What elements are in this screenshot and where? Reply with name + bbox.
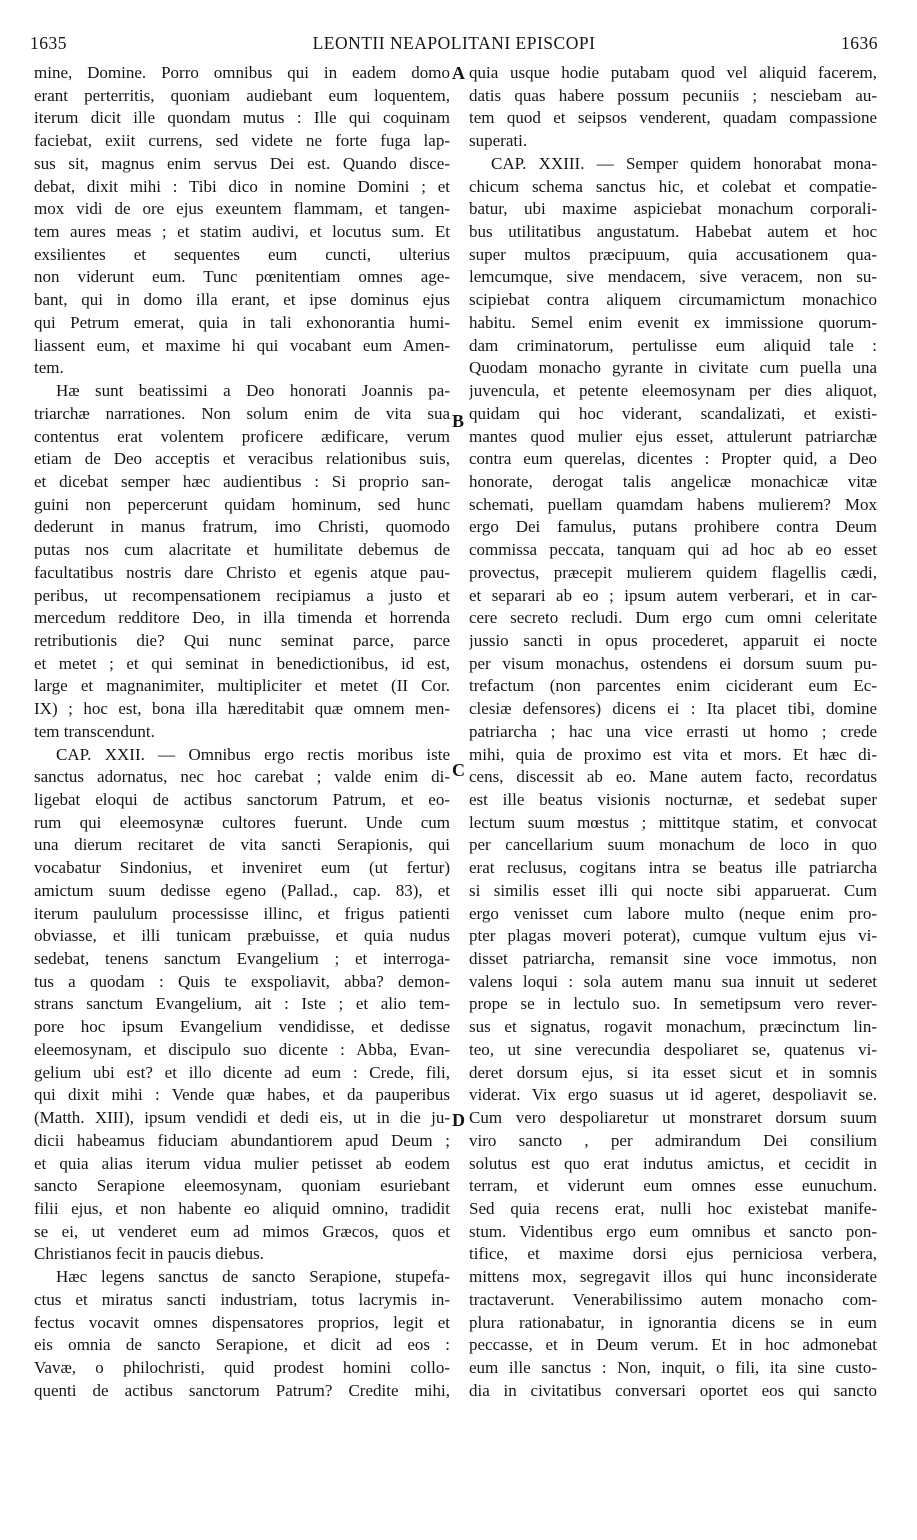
text-line: una dierum recitaret de vita sancti Serapionis, qui [34, 835, 450, 855]
text-line: teo, ut sine verecundia despoliaret se, quatenus vi- [469, 1039, 877, 1059]
text-line: et separari ab eo ; ipsum autem verberari, et in car- [469, 585, 877, 605]
text-line: sancto Serapione eleemosynam, quoniam esuriebant [34, 1176, 450, 1196]
margin-letter-d: D [452, 1110, 465, 1130]
page-number-right: 1636 [841, 33, 878, 53]
text-line: gelium ubi est? et illo dicente ad eum : Crede, fili, [34, 1062, 450, 1082]
text-line: dicii habeamus fiduciam abundantiorem apud Deum ; [34, 1130, 450, 1150]
text-line: strans sanctum Evangelium, ait : Iste ; et alio tem- [34, 994, 450, 1014]
text-line: ligebat eloqui de actibus sanctorum Patrum, et eo- [34, 790, 450, 809]
text-line: peribus, ut recompensationem recipiamus a justo et [34, 585, 450, 605]
text-line: et metet ; et qui seminat in benedictionibus, id est, [34, 653, 450, 673]
text-line: tractaverunt. Venerabilissimo autem monacho com- [469, 1289, 877, 1309]
text-line: et quia alias iterum vidua mulier petisset ab eodem [34, 1153, 450, 1173]
text-line: debat, dixit mihi : Tibi dico in nomine Domini ; et [34, 176, 450, 196]
text-line: filii ejus, et non habente eo aliquid omnino, tradidit [34, 1198, 450, 1218]
text-line: mittens mox, segregavit illos qui hunc inconsiderate [469, 1267, 877, 1287]
text-line: guini non pepercerunt quidam hominum, sed hunc [34, 494, 450, 514]
margin-letter-c: C [452, 760, 465, 780]
text-line: super multos præcipuum, quia accusationem qua- [469, 244, 877, 264]
text-line: iterum dicit ille quondam mutus : Ille qui coquinam [34, 108, 450, 128]
text-line: disset patriarcha, remansit sine voce immotus, non [469, 949, 877, 969]
text-line: commissa peccata, tanquam qui ad hoc ab eo esset [469, 540, 877, 560]
text-line: tifice, et maxime dorsi ejus perniciosa verbera, [469, 1244, 877, 1264]
text-line: valens loqui : sola autem manu sua innuit ut sederet [469, 971, 877, 991]
text-line: superati. [469, 131, 528, 151]
text-line: rum qui eleemosynæ cultores fuerunt. Unde cum [34, 812, 450, 832]
text-line: tem aures meas ; et statim audivi, et locutus sum. Et [34, 222, 450, 242]
text-line: ctus et miratus sancti industriam, totus lacrymis in- [34, 1289, 450, 1309]
text-line: iterum paululum processisse illinc, et frigus patienti [34, 903, 450, 923]
text-line: putas nos cum alacritate et humilitate debemus de [34, 540, 450, 560]
text-line: eis omnia de sancto Serapione, et dicit ad eos : [34, 1335, 450, 1355]
text-line: est ille beatus visionis nocturnæ, et sedebat super [469, 790, 877, 809]
text-line: provectus, præcepit mulierem quidem flagellis cædi, [469, 562, 877, 582]
text-line: dia in civitatibus conversari oportet eos qui sancto [469, 1380, 877, 1400]
text-line: mox vidi de ore ejus exeuntem flammam, et tangen- [34, 199, 450, 219]
text-line: faciebat, exiit currens, sed videte ne forte fuga lap- [34, 131, 450, 151]
text-line: plura rationabatur, in ignorantia dicens se in eum [469, 1312, 877, 1332]
text-line: Hæ sunt beatissimi a Deo honorati Joannis pa- [56, 381, 450, 401]
text-line: sedebat, tenens sanctum Evangelium ; et interroga- [34, 949, 450, 969]
text-line: Vavæ, o philochristi, quid prodest homini collo- [34, 1357, 450, 1377]
text-line: triarchæ narrationes. Non solum enim de vita sua [34, 403, 450, 423]
text-line: contra eum querelas, dicentes : Propter quid, a Deo [469, 449, 877, 469]
text-line: erat reclusus, cogitans intra se beatus ille patriarcha [469, 858, 877, 878]
text-line: cere secreto recludi. Dum ergo cum omni celeritate [469, 608, 877, 628]
text-line: viro sancto , per admirandum Dei consilium [469, 1130, 877, 1150]
text-line: si similis esset illi qui nocte sibi apparuerat. Cum [469, 880, 877, 900]
text-line: tem quod et seipsos venderent, quadam compassione [469, 108, 877, 128]
text-line: qui Petrum emerat, quia in tali exhonorantia humi- [34, 312, 450, 332]
text-line: datis quas habere possum pecuniis ; nesciebam au- [469, 85, 877, 105]
text-line: Cum vero despoliaretur ut monstraret dorsum suum [469, 1108, 877, 1128]
page-header [30, 33, 878, 57]
text-line: (Matth. XIII), ipsum vendidi et dedi eis, ut in die ju- [34, 1108, 450, 1128]
margin-letter-a: A [452, 63, 465, 83]
text-line: IX) ; hoc est, bona illa hæreditabit quæ omnem men- [34, 699, 450, 719]
text-line: fectus vocavit omnes dispensatores proprios, legit et [34, 1312, 450, 1332]
text-line: qui dixit mihi : Vende quæ habes, et da pauperibus [34, 1085, 450, 1105]
text-line: juvencula, et petente eleemosynam per dies aliquot, [469, 381, 877, 401]
text-line: batur, ubi maxime aspiciebat monachum corporali- [469, 199, 877, 219]
text-line: chicum schema sanctus hic, et colebat et compatie- [469, 176, 877, 196]
text-line: tem transcendunt. [34, 721, 155, 741]
text-line: terram, et viderunt eum omnes esse eunuchum. [469, 1176, 877, 1196]
text-line: eum ille sanctus : Non, inquit, o fili, ita sine custo- [469, 1357, 877, 1377]
text-line: per visum monachus, ostendens ei dorsum suum pu- [469, 653, 877, 673]
text-line: pter plagas moveri poterat), cumque vultum ejus vi- [469, 926, 877, 946]
text-line: prope se in lectulo suo. In semetipsum vero rever- [469, 994, 877, 1014]
text-line: quia usque hodie putabam quod vel aliquid facerem, [469, 63, 877, 82]
text-line: habitu. Semel enim evenit ex immissione quorum- [469, 312, 877, 332]
text-line: mine, Domine. Porro omnibus qui in eadem domo [34, 63, 450, 82]
text-line: lectum suum mœstus ; mittitque statim, et convocat [469, 812, 877, 832]
text-line: large et magnanimiter, multipliciter et metet (II Cor. [34, 676, 450, 696]
text-line: ergo venisset cum labore multo (neque enim pro- [469, 903, 877, 923]
text-line: CAP. XXII. — Omnibus ergo rectis moribus iste [56, 744, 450, 764]
text-line: tus a quodam : Quis te exspoliavit, abba? demon- [34, 971, 450, 991]
text-line: peccasse, et in Deum verum. Et in hoc admonebat [469, 1335, 877, 1355]
text-line: deret dorsum ejus, si ita esset sicut et in somnis [469, 1062, 877, 1082]
text-line: scipiebat contra aliquem circumamictum monachico [469, 290, 877, 310]
text-line: retributionis die? Qui nunc seminat parce, parce [34, 630, 450, 650]
text-line: Sed quia recens erat, nulli hoc existebat manife- [469, 1198, 877, 1218]
text-line: Hæc legens sanctus de sancto Serapione, stupefa- [56, 1267, 450, 1287]
right-column [469, 62, 877, 1402]
text-line: solutus est quo erat indutus amictus, et cecidit in [469, 1153, 877, 1173]
text-line: eleemosynam, et discipulo suo dicente : Abba, Evan- [34, 1039, 450, 1059]
text-line: Christianos fecit in paucis diebus. [34, 1244, 264, 1264]
text-line: tem. [34, 358, 64, 378]
text-line: patriarcha ; hac una vice errasti ut homo ; crede [469, 721, 877, 741]
margin-letter-b: B [452, 411, 465, 431]
text-line: obviasse, et illi tunicam præbuisse, et quia nudus [34, 926, 450, 946]
text-line: mantes quod mulier ejus esset, attulerunt patriarchæ [469, 426, 877, 446]
text-line: sus et signatus, rogavit monachum, præcinctum lin- [469, 1017, 877, 1037]
running-title: LEONTII NEAPOLITANI EPISCOPI [312, 33, 596, 53]
text-line: exsilientes et sequentes eum cuncti, ulterius [34, 244, 450, 264]
text-line: ergo Dei famulus, putans prohibere contra Deum [469, 517, 877, 537]
text-line: bus utilitatibus angustatum. Habebat autem et hoc [469, 222, 877, 242]
text-line: clesiæ defensores) dicens ei : Ita placet tibi, domine [469, 699, 877, 719]
text-line: viderat. Vix ergo suasus ut id ageret, despoliavit se. [469, 1085, 877, 1105]
text-line: mihi, quia de proximo est vita et mors. Et hæc di- [469, 744, 877, 764]
text-line: contentus erat volentem proficere ædificare, verum [34, 426, 450, 446]
text-line: Quodam monacho gyrante in civitate cum puella una [469, 358, 877, 378]
text-line: etiam de Deo acceptis et veracibus relationibus suis, [34, 449, 450, 469]
text-line: quenti de actibus sanctorum Patrum? Credite mihi, [34, 1380, 450, 1400]
text-line: vocabatur Sindonius, et inveniret eum (ut fertur) [34, 858, 450, 878]
text-line: se ei, ut venderet eum ad mimos Græcos, quos et [34, 1221, 450, 1241]
text-line: non viderunt eum. Tunc pœnitentiam omnes age- [34, 267, 450, 287]
text-line: facultatibus nostris dare Christo et egenis atque pau- [34, 562, 450, 582]
text-line: sanctus adornatus, nec hoc carebat ; valde enim di- [34, 767, 450, 787]
text-line: amictum suum dedisse egeno (Pallad., cap. 83), et [34, 880, 450, 900]
text-line: lemcumque, sive mendacem, sive veracem, non su- [469, 267, 877, 287]
text-line: per cancellarium suum monachum de loco in quo [469, 835, 877, 855]
text-line: quidam qui hoc viderant, scandalizati, et existi- [469, 403, 877, 423]
text-line: erant perterritis, quoniam audiebant eum loquentem, [34, 85, 450, 105]
text-line: pore hoc ipsum Evangelium vendidisse, et dedisse [34, 1017, 450, 1037]
text-line: schemati, puellam quamdam habens mulierem? Mox [469, 494, 877, 514]
text-line: mercedum redditore Deo, in illa timenda et horrenda [34, 608, 450, 628]
page-number-left: 1635 [30, 33, 67, 53]
text-line: dam criminatorum, pertulisse eum aliquid tale : [469, 335, 877, 355]
text-line: honorate, derogat talis angelicæ monachicæ vitæ [469, 471, 877, 491]
text-line: dederunt in manus fratrum, imo Christi, quomodo [34, 517, 450, 537]
text-line: bant, qui in domo illa erant, et ipse dominus ejus [34, 290, 450, 310]
text-line: liassent eum, et maxime hi qui vocabant eum Amen- [34, 335, 450, 355]
text-line: stum. Videntibus ergo eum omnibus et sancto pon- [469, 1221, 877, 1241]
text-line: jussio sancti in opus procederet, apparuit ei nocte [469, 630, 877, 650]
text-line: cens, discessit ab eo. Mane autem facto, recordatus [469, 767, 877, 787]
text-line: CAP. XXIII. — Semper quidem honorabat mona- [491, 153, 877, 173]
text-line: et dicebat semper hæc audientibus : Si proprio san- [34, 471, 450, 491]
text-line: trefactum (non parcentes enim ciciderant eum Ec- [469, 676, 877, 696]
left-column [34, 62, 450, 1402]
text-line: sus sit, magnus enim servus Dei est. Quando disce- [34, 153, 450, 173]
